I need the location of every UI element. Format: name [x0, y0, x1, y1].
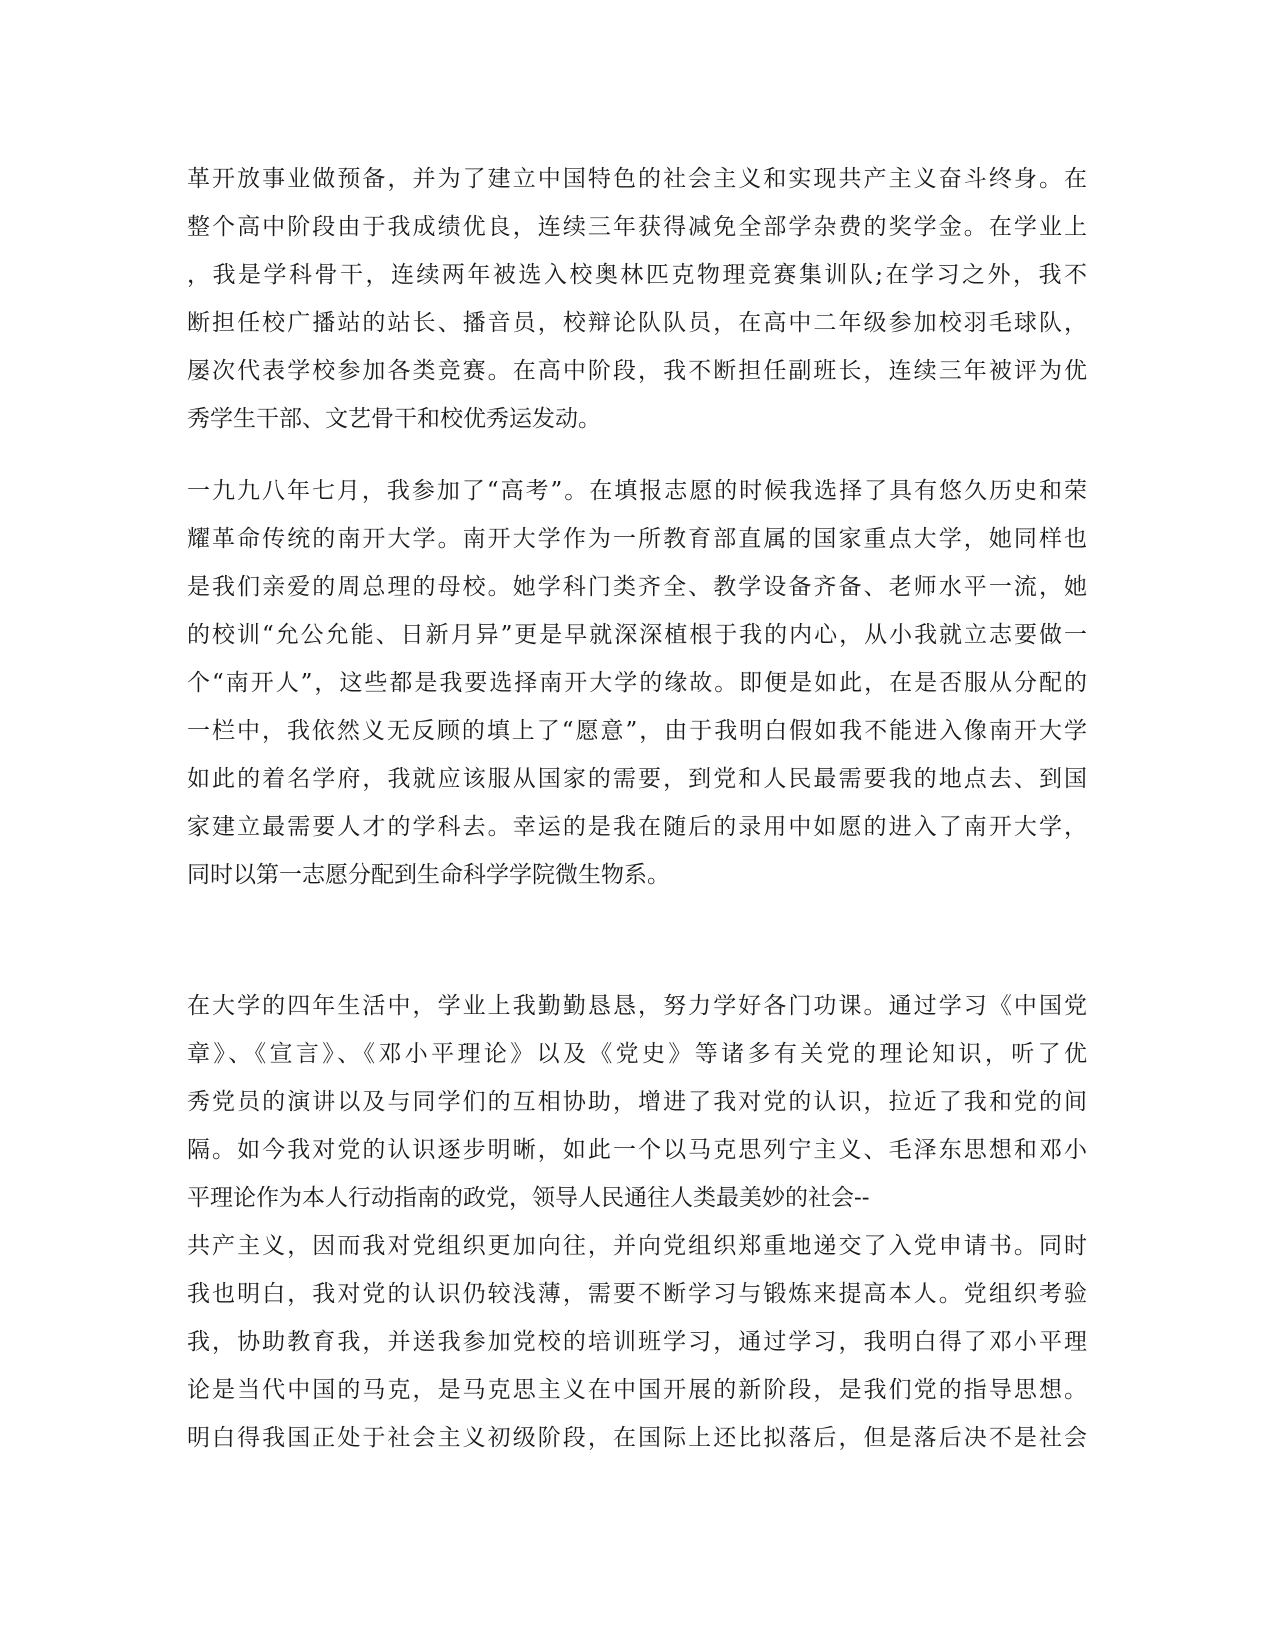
text-line: 整个高中阶段由于我成绩优良，连续三年获得减免全部学杂费的奖学金。在学业上	[187, 214, 1087, 240]
text-line: 家建立最需要人才的学科去。幸运的是我在随后的录用中如愿的进入了南开大学，	[187, 814, 1087, 840]
text-line: 同时以第一志愿分配到生命科学学院微生物系。	[187, 862, 670, 888]
text-line: 个“南开人”，这些都是我要选择南开大学的缘故。即便是如此，在是否服从分配的	[187, 670, 1087, 696]
text-line: 论是当代中国的马克，是马克思主义在中国开展的新阶段，是我们党的指导思想。	[187, 1377, 1087, 1403]
text-line: 平理论作为本人行动指南的政党，领导人民通往人类最美妙的社会--	[187, 1185, 870, 1211]
text-line: 秀学生干部、文艺骨干和校优秀运发动。	[187, 406, 601, 432]
text-line: 如此的着名学府，我就应该服从国家的需要，到党和人民最需要我的地点去、到国	[187, 766, 1087, 792]
text-line: 明白得我国正处于社会主义初级阶段，在国际上还比拟落后，但是落后决不是社会	[187, 1425, 1087, 1451]
paragraph-college-entrance	[187, 467, 1087, 899]
text-line: 共产主义，因而我对党组织更加向往，并向党组织郑重地递交了入党申请书。同时	[187, 1233, 1087, 1259]
text-line: 是我们亲爱的周总理的母校。她学科门类齐全、教学设备齐备、老师水平一流，她	[187, 574, 1087, 600]
text-line: 屡次代表学校参加各类竞赛。在高中阶段，我不断担任副班长，连续三年被评为优	[187, 358, 1087, 384]
text-line: 一栏中，我依然义无反顾的填上了“愿意”，由于我明白假如我不能进入像南开大学	[187, 718, 1087, 744]
text-line: 耀革命传统的南开大学。南开大学作为一所教育部直属的国家重点大学，她同样也	[187, 526, 1087, 552]
text-line: 秀党员的演讲以及与同学们的互相协助，增进了我对党的认识，拉近了我和党的间	[187, 1089, 1087, 1115]
text-line: 的校训“允公允能、日新月异”更是早就深深植根于我的内心，从小我就立志要做一	[187, 622, 1087, 648]
text-line: 章》、《宣言》、《邓小平理论》以及《党史》等诸多有关党的理论知识，听了优	[187, 1041, 1087, 1067]
text-line: 革开放事业做预备，并为了建立中国特色的社会主义和实现共产主义奋斗终身。在	[187, 166, 1087, 192]
text-line: 隔。如今我对党的认识逐步明晰，如此一个以马克思列宁主义、毛泽东思想和邓小	[187, 1137, 1087, 1163]
text-line: 在大学的四年生活中，学业上我勤勤恳恳，努力学好各门功课。通过学习《中国党	[187, 993, 1087, 1019]
text-line: 我，协助教育我，并送我参加党校的培训班学习，通过学习，我明白得了邓小平理	[187, 1329, 1087, 1355]
text-line: 一九九八年七月，我参加了“高考”。在填报志愿的时候我选择了具有悠久历史和荣	[187, 478, 1087, 504]
text-line: 我也明白，我对党的认识仍较浅薄，需要不断学习与锻炼来提高本人。党组织考验	[187, 1281, 1087, 1307]
text-line: 断担任校广播站的站长、播音员，校辩论队队员，在高中二年级参加校羽毛球队，	[187, 310, 1087, 336]
paragraph-high-school	[187, 155, 1087, 443]
paragraph-university	[187, 982, 1087, 1462]
text-line: ，我是学科骨干，连续两年被选入校奥林匹克物理竞赛集训队;在学习之外，我不	[187, 262, 1087, 288]
